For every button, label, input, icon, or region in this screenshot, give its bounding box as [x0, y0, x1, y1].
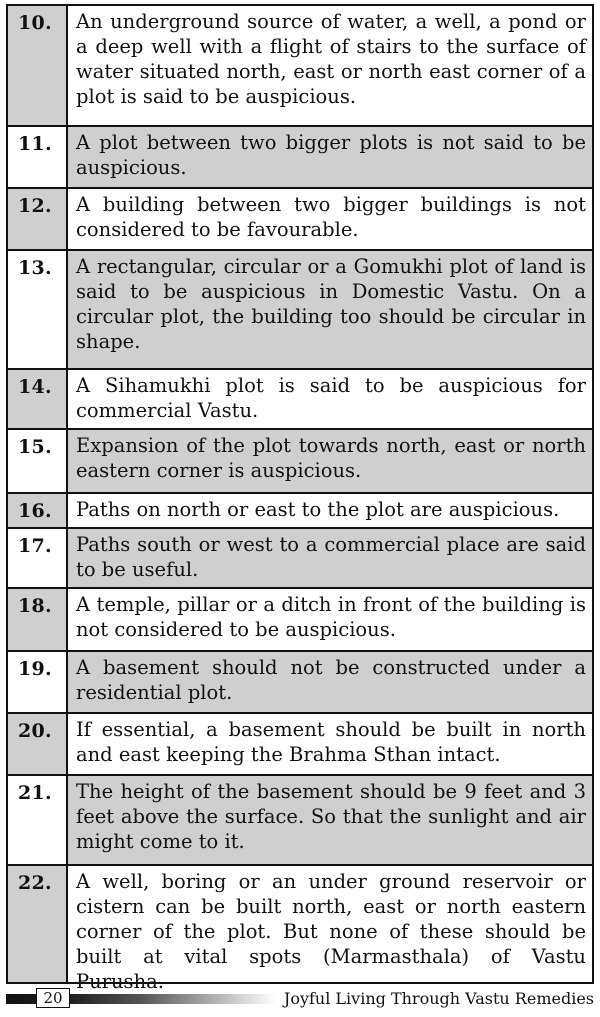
table-row	[8, 189, 592, 251]
page-footer	[6, 988, 594, 1012]
row-number: 15.	[8, 430, 68, 492]
table-row	[8, 652, 592, 714]
table-row	[8, 251, 592, 370]
row-number: 10.	[8, 6, 68, 125]
rules-table	[6, 4, 594, 993]
row-text: Expansion of the plot towards north, east or north eastern corner is auspicious.	[68, 430, 592, 492]
row-text: An underground source of water, a well, a pond or a deep well with a flight of stairs to the surface of water situated north, east or north east corner of a plot is said to be auspicious.	[76, 10, 586, 108]
row-number: 17.	[8, 529, 68, 587]
row-text: The height of the basement should be 9 feet and 3 feet above the surface. So that the sunlight and air might come to it.	[68, 776, 592, 864]
row-text: If essential, a basement should be built in north and east keeping the Brahma Sthan intact.	[76, 718, 586, 766]
row-text: A building between two bigger buildings is not considered to be favourable.	[76, 193, 586, 241]
row-text: A plot between two bigger plots is not said to be auspicious.	[68, 127, 592, 187]
row-number: 22.	[8, 866, 68, 982]
table-row	[8, 6, 592, 127]
row-number: 21.	[8, 776, 68, 864]
row-text: Paths south or west to a commercial place are said to be useful.	[68, 529, 592, 587]
row-number: 19.	[8, 652, 68, 712]
row-number: 12.	[8, 189, 68, 249]
row-text: Paths on north or east to the plot are auspicious.	[76, 498, 560, 521]
book-title: Joyful Living Through Vastu Remedies	[283, 989, 594, 1008]
row-text: A Sihamukhi plot is said to be auspicious for commercial Vastu.	[76, 374, 586, 422]
row-text: A basement should not be constructed under a residential plot.	[68, 652, 592, 712]
row-number: 13.	[8, 251, 68, 368]
row-number: 20.	[8, 714, 68, 774]
row-number: 14.	[8, 370, 68, 428]
row-number: 16.	[8, 494, 68, 527]
table-row	[8, 589, 592, 652]
row-text: A well, boring or an under ground reservoir or cistern can be built north, east or north eastern corner of the plot. But none of these should be built at vital spots (Marmasthala) of Vastu Purusha.	[76, 870, 586, 993]
table-row	[8, 430, 592, 494]
table-row	[8, 127, 592, 189]
row-text: A rectangular, circular or a Gomukhi plot of land is said to be auspicious in Domestic Vastu. On a circular plot, the building too should be circular in shape.	[68, 251, 592, 368]
row-text: A temple, pillar or a ditch in front of the building is not considered to be auspicious.	[76, 593, 586, 641]
table-row	[8, 370, 592, 430]
table-row	[8, 776, 592, 866]
table-row	[8, 529, 592, 589]
table-row	[8, 866, 592, 993]
table-row	[8, 494, 592, 529]
table-row	[8, 714, 592, 776]
page-number: 20	[36, 988, 70, 1008]
row-number: 11.	[8, 127, 68, 187]
row-number: 18.	[8, 589, 68, 650]
